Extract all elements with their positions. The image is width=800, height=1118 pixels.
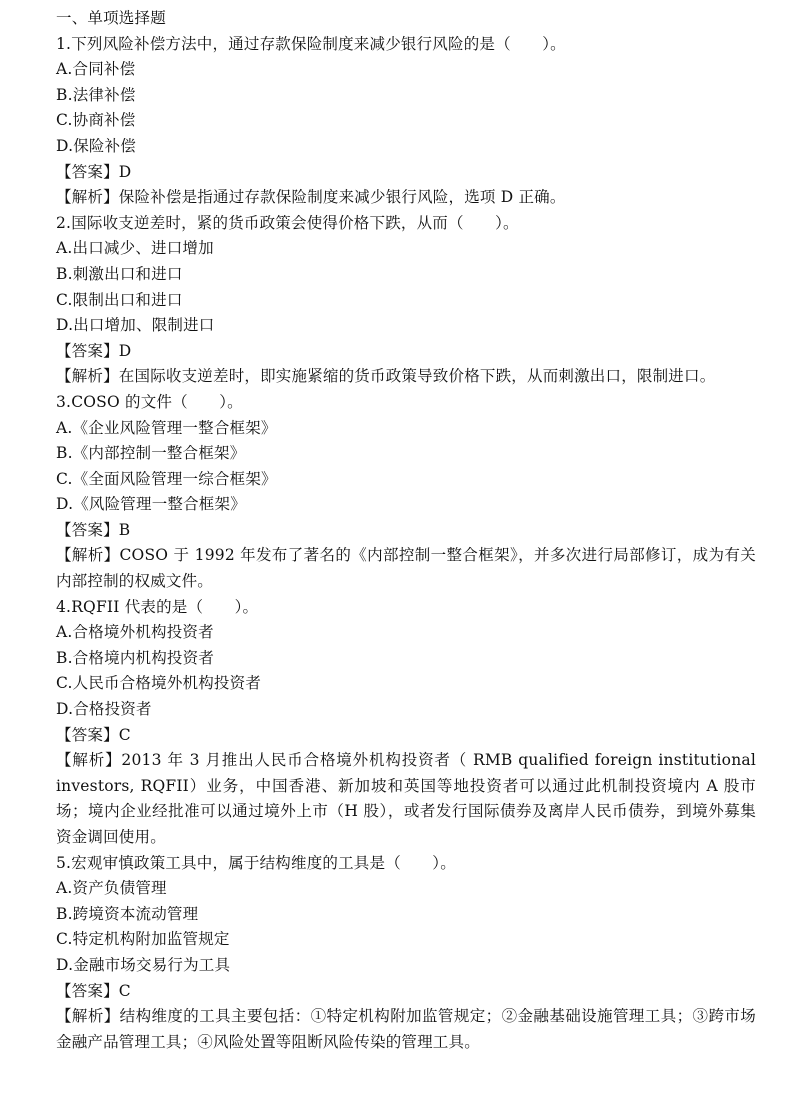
option-c: C.人民币合格境外机构投资者 [56,674,262,693]
option-b: B.刺激出口和进口 [56,264,183,283]
analysis: 【解析】2013 年 3 月推出人民币合格境外机构投资者（ RMB qualified foreign institutional investors, RQFII）业务，中国香港、新加坡和英国等地投资者可以通过此机制投资境内 A 股市场；境内企业经批准可以通过境外上市（H 股），或者发行国际债券及离岸人民币债券，到境外募集资金调回使用。 [56,751,756,846]
question-5 [56,851,756,1056]
analysis: 【解析】保险补偿是指通过存款保险制度来减少银行风险，选项 D 正确。 [56,188,566,207]
document-page [56,6,756,1055]
option-d: D.保险补偿 [56,136,137,155]
option-d: D.合格投资者 [56,700,152,719]
section-title: 一、单项选择题 [56,9,166,27]
option-a: A.资产负债管理 [56,879,167,898]
option-a: A.《企业风险管理一整合框架》 [56,418,277,437]
analysis: 【解析】在国际收支逆差时，即实施紧缩的货币政策导致价格下跌，从而刺激出口，限制进口。 [56,367,716,386]
option-b: B.法律补偿 [56,85,136,104]
option-d: D.金融市场交易行为工具 [56,955,231,974]
option-c: C.协商补偿 [56,111,136,130]
option-a: A.出口减少、进口增加 [56,239,214,258]
option-a: A.合同补偿 [56,60,136,79]
answer: 【答案】D [56,341,132,360]
option-a: A.合格境外机构投资者 [56,623,214,642]
answer: 【答案】B [56,520,131,539]
question-stem: 2.国际收支逆差时，紧的货币政策会使得价格下跌，从而（ ）。 [56,213,519,232]
option-d: D.《风险管理一整合框架》 [56,495,246,514]
analysis: 【解析】结构维度的工具主要包括：①特定机构附加监管规定；②金融基础设施管理工具；③跨市场金融产品管理工具；④风险处置等阻断风险传染的管理工具。 [56,1007,756,1051]
question-stem: 4.RQFII 代表的是（ ）。 [56,597,259,616]
question-stem: 1.下列风险补偿方法中，通过存款保险制度来减少银行风险的是（ ）。 [56,34,566,53]
question-2 [56,211,756,390]
question-stem: 5.宏观审慎政策工具中，属于结构维度的工具是（ ）。 [56,853,456,872]
option-d: D.出口增加、限制进口 [56,316,215,335]
option-b: B.《内部控制一整合框架》 [56,444,246,463]
question-stem: 3.COSO 的文件（ ）。 [56,392,243,411]
option-b: B.合格境内机构投资者 [56,648,215,667]
question-4 [56,595,756,851]
option-c: C.限制出口和进口 [56,290,183,309]
answer: 【答案】C [56,981,131,1000]
question-1 [56,32,756,211]
option-c: C.特定机构附加监管规定 [56,930,230,949]
option-b: B.跨境资本流动管理 [56,904,199,923]
answer: 【答案】D [56,162,132,181]
question-3 [56,390,756,595]
analysis: 【解析】COSO 于 1992 年发布了著名的《内部控制一整合框架》，并多次进行局部修订，成为有关内部控制的权威文件。 [56,546,756,591]
answer: 【答案】C [56,725,131,744]
option-c: C.《全面风险管理一综合框架》 [56,469,277,488]
